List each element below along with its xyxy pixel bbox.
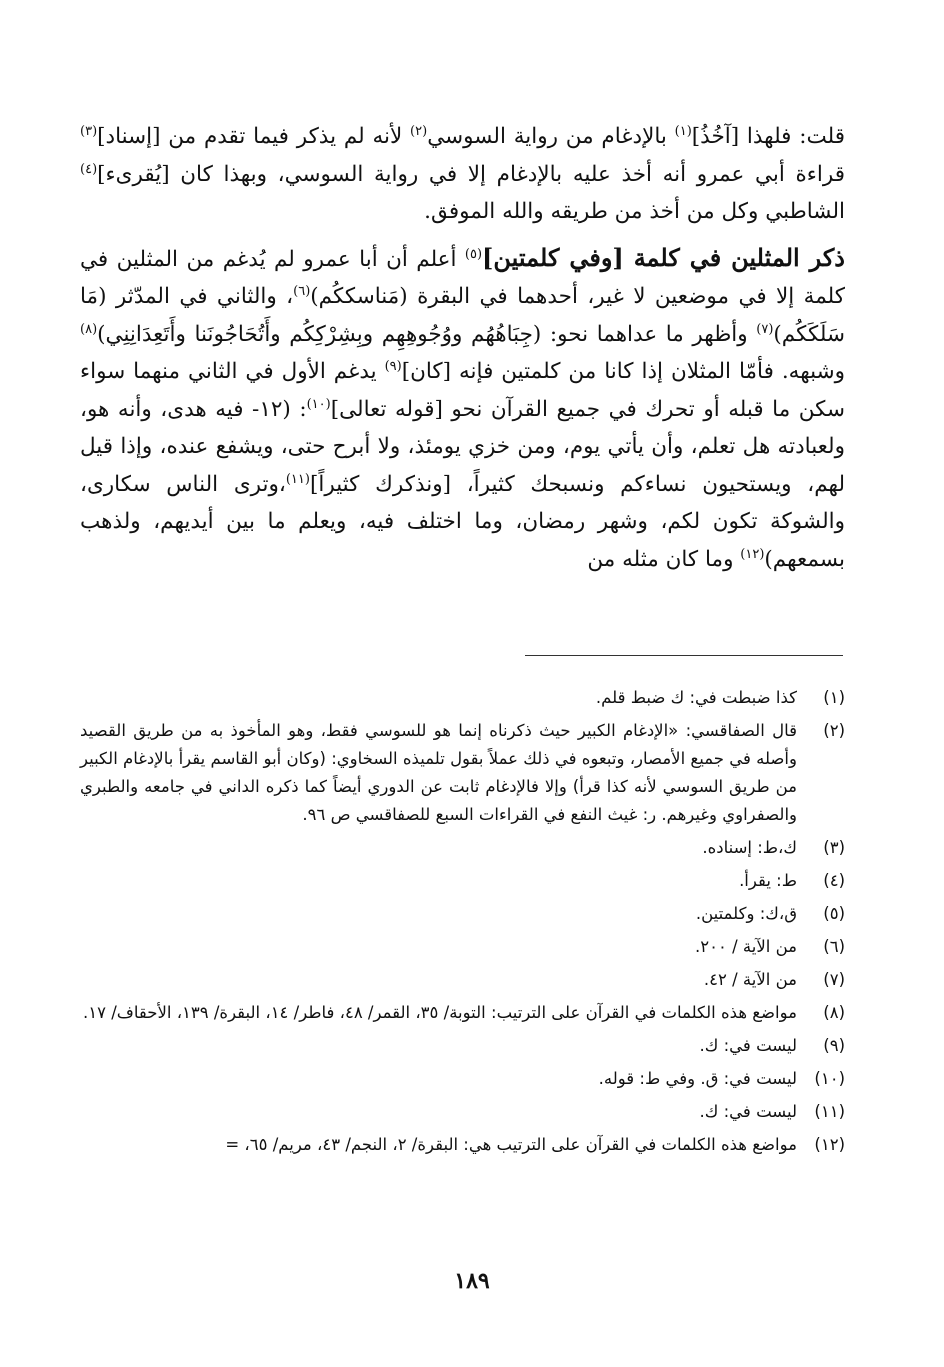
footnote-8 <box>80 999 845 1027</box>
footnote-2 <box>80 717 845 829</box>
footnote-text: من الآية / ٢٠٠. <box>695 937 797 956</box>
footnote-number: (١٠) <box>814 1069 845 1088</box>
page-number: ١٨٩ <box>454 1268 490 1294</box>
footnote-9 <box>80 1032 845 1060</box>
footnote-text: من الآية / ٤٢. <box>703 970 797 989</box>
footnotes <box>80 684 845 1164</box>
text-run: لأنه لم يذكر فيما تقدم من [إسناد] <box>97 124 411 149</box>
footnote-5 <box>80 900 845 928</box>
footnote-text: ليست في: ق. وفي ط: قوله. <box>598 1069 797 1088</box>
text-run: وأظهر ما عداهما نحو: (جِبَاهُهُم ووُجُوهِهِم وبِشِرْكِكُم وأَتُحَاجُونَنا وأَتَعِدَانِنِي) <box>97 321 757 347</box>
text-run: وما كان مثله من <box>587 546 741 572</box>
footnote-number: (٩) <box>823 1036 845 1055</box>
footnote-12 <box>80 1131 845 1159</box>
text-run: ، والثاني في المدّثر (مَا سَلَكَكُم) <box>80 284 845 347</box>
text-run: بالإدغام من رواية السوسي <box>427 124 675 149</box>
footnote-text: ط: يقرأ. <box>739 871 797 890</box>
text-run: وشبهه. فأمّا المثلان إذا كانا من كلمتين فإنه [كان] <box>401 359 845 384</box>
footnote-text: ليست في: ك. <box>699 1102 797 1121</box>
text-run: أعلم أن أبا عمرو لم يُدغم من المثلين في كلمة إلا في موضعين لا غير، أحدهما في البقرة (مَناسككُم) <box>80 246 845 309</box>
footnote-number: (٢) <box>823 721 845 740</box>
section-heading: ذكر المثلين في كلمة [وفي كلمتين] <box>482 242 845 272</box>
footnote-ref[interactable]: (٢) <box>410 123 428 139</box>
footnote-text: كذا ضبطت في: ك ضبط قلم. <box>595 688 797 707</box>
footnote-ref[interactable]: (٣) <box>80 123 98 139</box>
footnote-4 <box>80 867 845 895</box>
footnote-7 <box>80 966 845 994</box>
footnote-ref[interactable]: (١١) <box>285 471 310 487</box>
text-run: يدغم الأول في الثاني منهما سواء سكن ما قبله أو تحرك في جميع القرآن نحو [قوله تعالى] <box>80 359 845 422</box>
footnote-11 <box>80 1098 845 1126</box>
footnote-ref[interactable]: (١) <box>674 123 692 139</box>
footnote-number: (٥) <box>823 904 845 923</box>
text-run: قلت: فلهذا [آخُذُ] <box>691 124 845 149</box>
footnote-number: (٧) <box>823 970 845 989</box>
footnote-number: (١١) <box>814 1102 845 1121</box>
footnote-number: (١٢) <box>814 1135 845 1154</box>
footnote-6 <box>80 933 845 961</box>
footnote-ref[interactable]: (٩) <box>384 358 402 374</box>
text-run: ،وترى الناس سكارى، والشوكة تكون لكم، وشهر رمضان، وما اختلف فيه، ويعلم ما بين أيديهم، ولذهب بسمعهم) <box>80 471 845 572</box>
footnote-ref[interactable]: (١٢) <box>740 546 765 562</box>
footnote-text: ليست في: ك. <box>699 1036 797 1055</box>
main-text <box>80 118 845 578</box>
text-run: قراءة أبي عمرو أنه أخذ عليه بالإدغام إلا في رواية السوسي، وبهذا كان [يُقرىء] <box>97 161 845 187</box>
footnote-text: ق،ك: وكلمتين. <box>695 904 797 923</box>
paragraph-2 <box>80 239 845 579</box>
text-run: : (١٢- فيه هدى، وأنه هو، ولعبادته هل تعلم، وأن يأتي يوم، ومن خزي يومئذ، ولا أبرح حتى، ويشفع عنده، وإذا قيل لهم، ويستحيون نساءكم ونسبحك كثيراً، [ونذكرك كثيراً] <box>80 396 845 497</box>
footnote-ref[interactable]: (٨) <box>80 321 98 337</box>
footnote-ref[interactable]: (١٠) <box>306 396 331 412</box>
footnote-1 <box>80 684 845 712</box>
footnote-ref[interactable]: (٥) <box>464 246 483 262</box>
footnote-divider <box>525 655 843 656</box>
footnote-ref[interactable]: (٤) <box>80 161 98 177</box>
footnote-3 <box>80 834 845 862</box>
text-run: الشاطبي وكل من أخذ من طريقه والله الموفق. <box>424 199 845 224</box>
footnote-number: (٣) <box>823 838 845 857</box>
paragraph-1 <box>80 118 845 231</box>
footnote-text: ك،ط: إسناده. <box>702 838 797 857</box>
footnote-number: (٦) <box>823 937 845 956</box>
footnote-number: (١) <box>823 688 845 707</box>
footnote-number: (٨) <box>823 1003 845 1022</box>
footnote-10 <box>80 1065 845 1093</box>
footnote-number: (٤) <box>823 871 845 890</box>
footnote-ref[interactable]: (٦) <box>293 283 311 299</box>
footnote-text: مواضع هذه الكلمات في القرآن على الترتيب: التوبة/ ٣٥، القمر/ ٤٨، فاطر/ ١٤، البقرة/ ١٣٩، الأحقاف/ ١٧. <box>83 1003 797 1022</box>
footnote-text: مواضع هذه الكلمات في القرآن على الترتيب هي: البقرة/ ٢، النجم/ ٤٣، مريم/ ٦٥، = <box>225 1135 797 1154</box>
footnote-text: قال الصفاقسي: «الإدغام الكبير حيث ذكرناه إنما هو للسوسي فقط، وهو المأخوذ به من طريق القصيد وأصله في جميع الأمصار، وتبعوه في ذلك عملاً بقول تلميذه السخاوي: (وكان أبو القاسم يقرأ بالإدغام الكبير من طريق السوسي لأنه كذا قرأ) وإلا فالإدغام ثابت عن الدوري أيضاً كما ذكره الداني في جامعه والطبري والصفراوي وغيرهم. ر: غيث النفع في القراءات السبع للصفاقسي ص ٩٦. <box>80 721 797 824</box>
footnote-ref[interactable]: (٧) <box>756 321 774 337</box>
